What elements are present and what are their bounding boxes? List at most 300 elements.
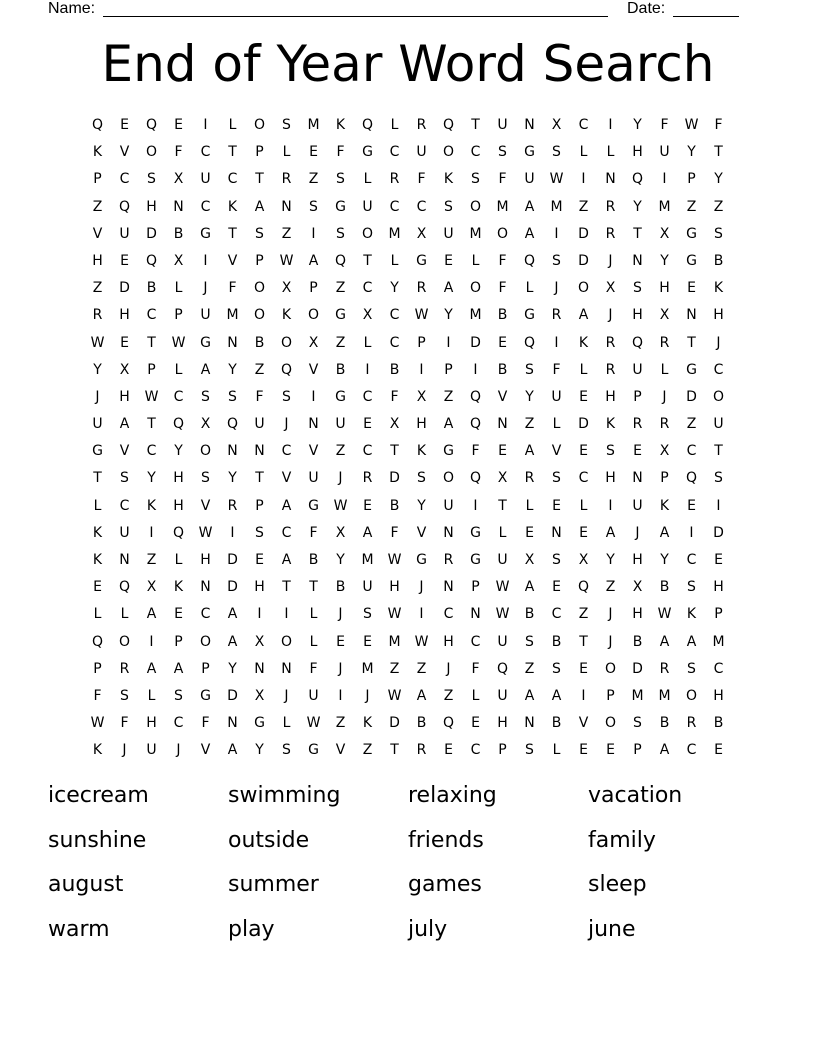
grid-row [84,194,732,221]
grid-letter: I [419,606,424,623]
grid-letter: J [338,606,343,623]
grid-letter: S [336,225,345,242]
grid-letter: T [147,416,156,433]
grid-letter: M [226,307,239,324]
grid-letter: C [119,497,130,514]
grid-letter: X [173,171,184,188]
grid-letter: S [255,524,264,541]
grid-letter: T [714,443,723,460]
grid-letter: V [497,388,508,405]
grid-letter: L [282,144,291,161]
grid-row [84,520,732,547]
grid-letter: R [227,497,238,514]
grid-letter: Z [524,660,535,677]
grid-letter: Z [254,361,265,378]
grid-letter: X [659,225,670,242]
grid-letter: W [495,606,510,623]
grid-letter: S [228,388,237,405]
grid-letter: K [578,334,589,351]
grid-letter: C [200,606,211,623]
grid-letter: S [633,280,642,297]
grid-row [84,493,732,520]
grid-letter: U [200,307,211,324]
grid-letter: X [416,388,427,405]
grid-letter: G [686,252,697,269]
grid-letter: C [713,361,724,378]
grid-letter: S [714,470,723,487]
grid-letter: W [387,606,402,623]
grid-letter: G [416,252,427,269]
grid-row [84,656,732,683]
grid-letter: C [470,742,481,759]
grid-letter: E [579,443,588,460]
grid-letter: S [282,117,291,133]
grid-letter: Q [496,660,509,677]
grid-letter: O [253,280,266,297]
grid-letter: I [554,225,559,242]
grid-letter: O [307,307,320,324]
grid-letter: J [203,280,208,297]
grid-letter: U [119,225,130,242]
grid-letter: A [146,606,157,623]
grid-letter: E [444,252,453,269]
grid-letter: T [390,742,399,759]
grid-letter: I [608,117,613,133]
word-list [48,780,768,958]
grid-letter: A [281,497,292,514]
grid-letter: R [92,307,103,324]
grid-letter: N [524,715,535,732]
grid-letter: K [92,144,103,161]
grid-letter: J [662,388,667,405]
grid-letter: A [524,579,535,596]
grid-letter: D [578,225,589,242]
grid-letter: P [714,606,723,623]
grid-letter: Z [335,280,346,297]
grid-letter: S [525,742,534,759]
grid-letter: E [552,579,561,596]
grid-letter: J [284,687,289,704]
grid-letter: S [201,388,210,405]
grid-row [84,574,732,601]
grid-letter: N [173,198,184,215]
grid-letter: Y [660,552,669,568]
grid-letter: Q [145,117,158,133]
grid-letter: T [309,579,318,596]
grid-letter: W [144,388,159,405]
grid-letter: N [443,524,454,541]
grid-letter: L [525,280,534,297]
grid-letter: D [227,579,238,596]
grid-letter: P [93,171,102,188]
grid-letter: Q [469,416,482,433]
grid-letter: C [281,524,292,541]
grid-letter: X [119,361,130,378]
grid-letter: A [443,280,454,297]
grid-letter: W [306,715,321,732]
grid-letter: Z [362,742,373,759]
grid-letter: P [498,742,507,759]
grid-letter: R [632,416,643,433]
grid-letter: O [145,144,158,161]
grid-letter: O [496,225,509,242]
grid-letter: H [605,388,616,405]
grid-letter: O [199,443,212,460]
grid-letter: A [200,361,211,378]
grid-letter: V [227,252,238,269]
grid-letter: Q [631,334,644,351]
grid-letter: U [497,117,508,133]
grid-letter: J [419,579,424,596]
grid-letter: S [552,552,561,568]
grid-letter: Y [147,470,156,487]
word-list-item: icecream [48,783,149,808]
grid-letter: Y [660,252,669,269]
grid-letter: G [308,742,319,759]
grid-letter: T [687,334,696,351]
grid-letter: Z [308,171,319,188]
grid-letter: A [227,742,238,759]
grid-letter: J [608,633,613,650]
grid-letter: I [365,361,370,378]
grid-letter: T [633,225,642,242]
grid-row [84,248,732,275]
grid-letter: U [497,552,508,568]
grid-row [84,275,732,302]
grid-letter: S [363,606,372,623]
grid-letter: L [228,117,237,133]
grid-letter: U [335,416,346,433]
grid-letter: Q [118,579,131,596]
grid-letter: E [579,742,588,759]
grid-letter: G [686,361,697,378]
word-list-item: swimming [228,783,341,808]
grid-letter: V [308,443,319,460]
grid-letter: M [658,687,671,704]
grid-letter: A [308,252,319,269]
grid-letter: P [93,660,102,677]
grid-letter: N [605,171,616,188]
grid-letter: N [254,660,265,677]
grid-letter: K [713,280,724,297]
grid-letter: P [147,361,156,378]
grid-letter: S [120,687,129,704]
letter-grid [84,112,732,765]
grid-letter: P [417,334,426,351]
grid-letter: Q [523,334,536,351]
grid-letter: E [174,117,183,133]
grid-letter: N [227,715,238,732]
grid-letter: H [713,687,724,704]
grid-letter: D [713,524,724,541]
grid-letter: E [498,443,507,460]
grid-letter: Y [255,742,264,759]
grid-letter: S [282,742,291,759]
grid-letter: G [200,225,211,242]
grid-letter: A [524,687,535,704]
grid-letter: N [281,660,292,677]
grid-letter: I [284,606,289,623]
grid-row [84,629,732,656]
grid-letter: W [495,579,510,596]
grid-letter: I [662,171,667,188]
grid-letter: Z [416,660,427,677]
grid-letter: J [176,742,181,759]
grid-row [84,166,732,193]
grid-letter: Z [389,660,400,677]
grid-letter: N [551,524,562,541]
grid-letter: Y [390,280,399,297]
grid-letter: Z [443,388,454,405]
grid-letter: Z [335,715,346,732]
grid-letter: U [92,416,103,433]
grid-letter: C [416,198,427,215]
grid-letter: M [361,552,374,568]
grid-letter: C [146,307,157,324]
word-list-item: july [408,916,448,942]
grid-letter: L [390,117,399,133]
grid-letter: M [361,660,374,677]
grid-letter: J [608,606,613,623]
grid-letter: L [309,606,318,623]
grid-letter: F [498,252,507,269]
word-list-item: games [408,872,482,897]
grid-letter: G [524,307,535,324]
grid-letter: E [363,633,372,650]
grid-letter: U [497,633,508,650]
grid-letter: Q [91,633,104,650]
grid-letter: X [254,687,265,704]
grid-letter: T [498,497,507,514]
grid-letter: Q [361,117,374,133]
grid-letter: N [632,470,643,487]
grid-letter: R [605,198,616,215]
grid-letter: Z [524,416,535,433]
grid-letter: L [363,334,372,351]
word-list-item: sleep [588,872,647,897]
grid-letter: E [579,660,588,677]
grid-letter: W [414,633,429,650]
grid-letter: Z [605,579,616,596]
grid-letter: W [198,524,213,541]
grid-letter: H [254,579,265,596]
grid-letter: L [471,252,480,269]
grid-letter: F [201,715,210,732]
grid-letter: N [470,606,481,623]
grid-letter: M [469,307,482,324]
grid-letter: L [660,361,669,378]
grid-letter: H [632,606,643,623]
grid-letter: S [282,388,291,405]
grid-letter: E [255,552,264,568]
grid-letter: F [390,524,399,541]
grid-letter: M [307,117,320,133]
grid-letter: V [335,742,346,759]
grid-letter: S [525,633,534,650]
grid-letter: B [551,715,562,732]
grid-letter: L [498,524,507,541]
grid-letter: I [446,334,451,351]
grid-letter: N [497,416,508,433]
grid-letter: P [444,361,453,378]
grid-letter: E [309,144,318,161]
grid-letter: E [444,742,453,759]
grid-letter: L [579,497,588,514]
grid-letter: M [658,198,671,215]
grid-letter: A [524,225,535,242]
grid-letter: X [659,307,670,324]
grid-letter: A [146,660,157,677]
grid-letter: P [255,497,264,514]
grid-letter: U [524,171,535,188]
grid-letter: A [227,633,238,650]
grid-letter: L [390,252,399,269]
grid-letter: R [659,660,670,677]
grid-letter: W [549,171,564,188]
grid-letter: A [119,416,130,433]
grid-letter: X [605,280,616,297]
grid-letter: C [578,470,589,487]
grid-letter: M [496,198,509,215]
grid-letter: X [308,334,319,351]
grid-letter: P [687,171,696,188]
grid-letter: V [416,524,427,541]
grid-letter: A [227,606,238,623]
grid-row [84,302,732,329]
grid-letter: Q [280,361,293,378]
grid-letter: F [471,443,480,460]
grid-letter: C [389,307,400,324]
grid-row [84,710,732,737]
grid-letter: A [416,687,427,704]
grid-letter: C [281,443,292,460]
grid-letter: X [173,252,184,269]
grid-letter: X [146,579,157,596]
grid-letter: Y [606,552,615,568]
grid-letter: Z [578,606,589,623]
word-list-item: relaxing [408,783,497,808]
name-field[interactable] [103,0,608,17]
grid-letter: T [579,633,588,650]
grid-letter: H [605,470,616,487]
grid-row [84,139,732,166]
grid-letter: S [417,470,426,487]
grid-letter: K [281,307,292,324]
grid-letter: B [497,361,508,378]
grid-letter: S [633,715,642,732]
grid-letter: U [659,144,670,161]
grid-letter: F [660,117,669,133]
grid-letter: G [335,198,346,215]
grid-letter: Y [417,497,426,514]
grid-letter: M [388,633,401,650]
grid-letter: Q [469,470,482,487]
grid-letter: I [230,524,235,541]
grid-letter: A [524,443,535,460]
grid-letter: Q [334,252,347,269]
grid-letter: X [389,416,400,433]
grid-letter: X [497,470,508,487]
grid-letter: Y [228,470,237,487]
grid-letter: B [335,579,346,596]
grid-row [84,683,732,710]
grid-letter: I [311,388,316,405]
date-field[interactable] [673,0,739,17]
grid-letter: N [686,307,697,324]
grid-row [84,411,732,438]
grid-letter: U [443,225,454,242]
grid-letter: A [686,633,697,650]
grid-letter: D [227,552,238,568]
grid-letter: Q [172,524,185,541]
grid-letter: O [253,307,266,324]
grid-letter: Z [578,198,589,215]
grid-letter: U [146,742,157,759]
grid-letter: E [552,497,561,514]
grid-letter: A [173,660,184,677]
grid-letter: H [713,579,724,596]
grid-letter: O [469,280,482,297]
grid-letter: P [633,388,642,405]
grid-letter: L [579,361,588,378]
grid-letter: U [632,361,643,378]
grid-letter: F [417,171,426,188]
grid-letter: S [471,171,480,188]
grid-letter: E [714,552,723,568]
grid-letter: W [657,606,672,623]
grid-letter: U [362,198,373,215]
grid-letter: Z [92,280,103,297]
grid-letter: M [550,198,563,215]
grid-letter: R [605,361,616,378]
grid-letter: F [255,388,264,405]
word-list-item: sunshine [48,827,147,853]
grid-letter: A [443,416,454,433]
grid-letter: S [336,171,345,188]
grid-letter: U [497,687,508,704]
grid-letter: K [686,606,697,623]
grid-letter: R [524,470,535,487]
grid-letter: P [606,687,615,704]
grid-letter: E [363,416,372,433]
grid-letter: O [118,633,131,650]
grid-letter: O [280,334,293,351]
word-list-item: family [588,827,656,853]
grid-letter: R [659,416,670,433]
grid-row [84,221,732,248]
grid-letter: J [284,416,289,433]
grid-letter: R [362,470,373,487]
grid-letter: C [470,144,481,161]
grid-letter: F [93,687,102,704]
grid-letter: I [257,606,262,623]
grid-letter: A [659,524,670,541]
page-title: End of Year Word Search [101,35,715,93]
grid-letter: B [389,497,400,514]
grid-letter: B [659,715,670,732]
grid-letter: X [551,117,562,133]
grid-letter: C [173,388,184,405]
grid-letter: B [659,579,670,596]
grid-letter: B [416,715,427,732]
grid-letter: H [119,307,130,324]
grid-letter: Z [713,198,724,215]
grid-letter: L [552,416,561,433]
word-list-item: play [228,916,275,942]
grid-letter: S [201,470,210,487]
grid-letter: Z [281,225,292,242]
grid-letter: W [333,497,348,514]
